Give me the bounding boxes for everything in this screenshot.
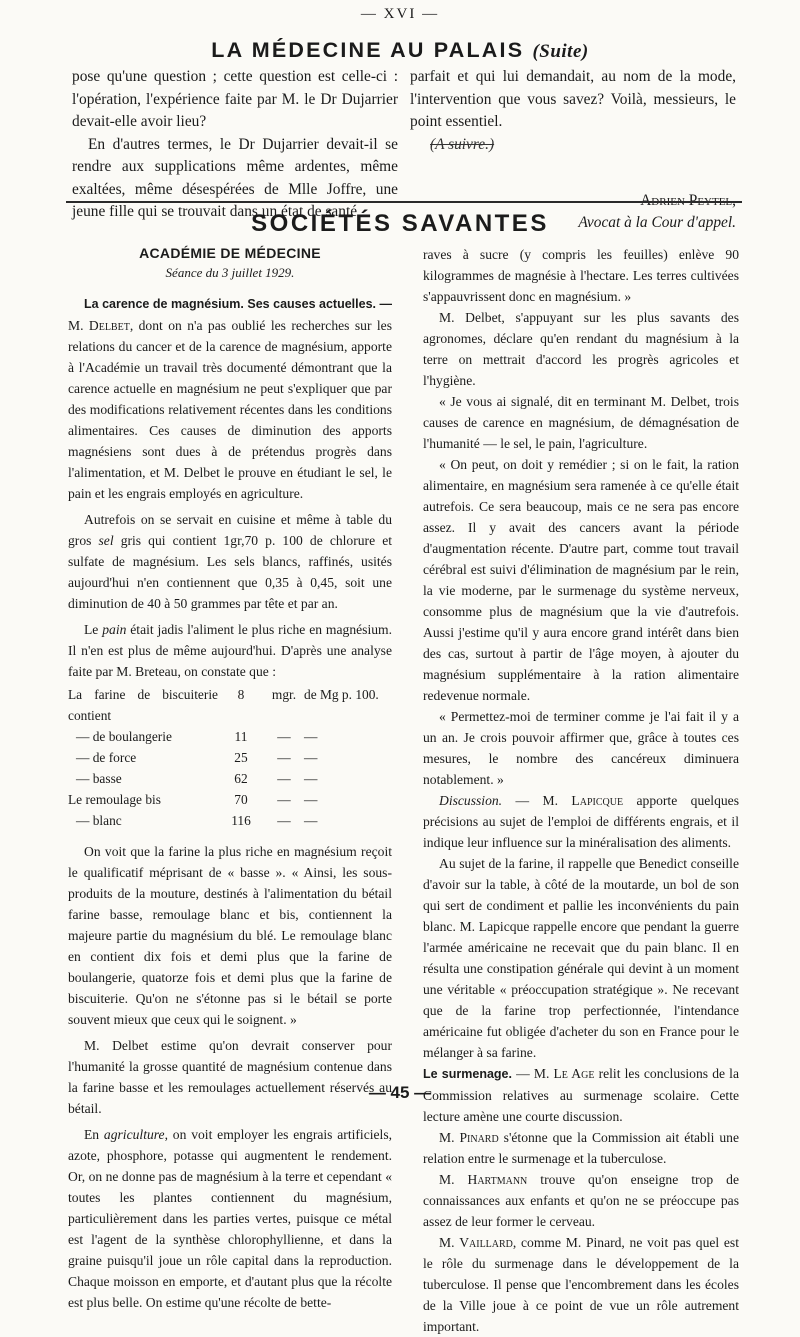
speaker-lapicque: Lapicque — [571, 793, 624, 808]
farine-value: 11 — [234, 729, 248, 744]
farine-table-row — [68, 747, 380, 768]
runin-carence: La carence de magnésium. Ses causes actuelles. — — [84, 297, 392, 311]
academie-heading: ACADÉMIE DE MÉDECINE — [139, 245, 321, 261]
paragraph-sel — [68, 509, 392, 614]
dash: — M. — [502, 793, 572, 808]
paragraph-pain-b: était jadis l'aliment le plus riche en magnésium. Il n'en est plus de même aujourd'hui. D'après une analyse faite par M. Breteau, on constate que : — [68, 622, 392, 679]
signature-role: Avocat à la Cour d'appel. — [578, 214, 736, 231]
paragraph-hartmann-text: trouve qu'on enseigne trop de connaissances aux enfants et qu'on ne se préoccupe pas assez de leur former le cerveau. — [423, 1172, 739, 1229]
paragraph-discussion-text: apporte quelques précisions au sujet de l'emploi de différents engrais, et il indique leur influence sur la minéralisation des aliments. — [423, 793, 739, 850]
farine-unit: — — [277, 771, 291, 786]
word-pain: pain — [102, 622, 127, 637]
farine-value: 70 — [234, 792, 248, 807]
farine-unit: — — [277, 729, 291, 744]
farine-name: — blanc — [76, 813, 122, 828]
farine-table-row — [68, 810, 380, 831]
paragraph-conserver: M. Delbet estime qu'on devrait conserver pour l'humanité la grosse quantité de magnésium contenue dans la farine basse et les remoulages actuellement réservés au bétail. — [68, 1038, 392, 1116]
paragraph-pain-a: Le — [84, 622, 103, 637]
farine-table-row — [68, 684, 380, 726]
paragraph-agriculture — [68, 1124, 392, 1313]
farine-unit: — — [277, 792, 291, 807]
speaker-hartmann: Hartmann — [467, 1172, 528, 1187]
speaker-pinard: Pinard — [459, 1130, 499, 1145]
paragraph-trois-causes: « Je vous ai signalé, dit en terminant M. Delbet, trois causes de carence en magnésium, de démagnésation de l'humanité — le sel, le pain, l'agriculture. — [423, 394, 739, 451]
discussion-label: Discussion. — [439, 793, 503, 808]
previous-article-right — [410, 66, 736, 234]
right-column — [423, 244, 739, 1337]
farine-value: 116 — [231, 813, 251, 828]
paragraph-sel-a: Autrefois on se servait en cuisine et même à table du gros — [68, 512, 392, 548]
roman-page-number: — XVI — — [360, 6, 440, 22]
farine-name: — de boulangerie — [76, 729, 172, 744]
paragraph-pain — [68, 619, 392, 682]
paragraph-pinard — [423, 1127, 739, 1169]
left-column — [68, 244, 392, 1313]
a-suivre: (A suivre.) — [430, 135, 495, 153]
farine-table-row — [68, 768, 380, 789]
section-title: SOCIÉTÉS SAVANTES — [251, 210, 549, 237]
farine-value: 8 — [237, 687, 245, 702]
seance-date: Séance du 3 juillet 1929. — [165, 265, 295, 280]
running-title — [0, 38, 800, 63]
paragraph-sel-b: gris qui contient 1gr,70 p. 100 de chlorure et sulfate de magnésium. Les sels blancs, raffinés, usités aujourd'hui n'en contiennent que 0,35 à 0,45, soit une diminution de 40 à 50 grammes par tête et par an. — [68, 533, 393, 611]
running-title-text: LA MÉDECINE AU PALAIS — [211, 38, 525, 62]
previous-article-left — [72, 66, 398, 224]
farine-table-row — [68, 789, 380, 810]
farine-table-row — [68, 726, 380, 747]
paragraph-discussion — [423, 790, 739, 853]
paragraph-carence — [68, 293, 392, 504]
paragraph-surmenage-text: relit les conclusions de la Commission relatives au surmenage scolaire. Cette lecture amène une courte discussion. — [423, 1066, 739, 1124]
prev-paragraph-3: parfait et qui lui demandait, au nom de la mode, l'intervention que vous savez? Voilà, messieurs, le point essentiel. — [410, 68, 736, 130]
farine-tail: — — [304, 729, 318, 744]
farine-tail: de Mg p. 100. — [304, 687, 379, 702]
paragraph-permettez: « Permettez-moi de terminer comme je l'ai fait il y a un an. Je crois pouvoir affirmer que, grâce à toutes ces mesures, le nombre des cancéreux diminuera notablement. » — [423, 709, 739, 787]
paragraph-betteraves: raves à sucre (y compris les feuilles) enlève 90 kilogrammes de magnésie à l'hectare. Les terres cultivées s'appauvrissent donc en magnésium. » — [423, 247, 739, 304]
paragraph-pinard-text: s'étonne que la Commission ait établi une relation entre le surmenage et la tuberculose. — [423, 1130, 739, 1166]
word-sel: sel — [98, 533, 114, 548]
paragraph-carence-text: , dont on n'a pas oublié les recherches sur les relations du cancer et de la carence de magnésium, apporte à l'Académie un travail très documenté démontrant que la carence actuelle en magnésium ne peut s'expliquer que par des modifications relativement récentes dans les conditions alimentaires. Ces causes de diminution des apports magnésiens sont dues à de prétendus progrès dans l'alimentation, et M. Delbet le prouve en étudiant le sel, le pain et les engrais employés en agriculture. — [68, 318, 392, 501]
paragraph-vaillard-text: , comme M. Pinard, ne voit pas quel est le rôle du surmenage dans le développement de la tuberculose. Il pense que l'encombrement dans les écoles de la Ville joue à ce point de vue un rôle autrement important. — [423, 1235, 739, 1334]
farine-name: — de force — [76, 750, 137, 765]
paragraph-basse: On voit que la farine la plus riche en magnésium reçoit le qualificatif méprisant de « basse ». « Ainsi, les sous-produits de la mouture, destinés à l'alimentation du bétail farine basse, remoulage blanc et bis, contiennent la majeure partie du magnésium du blé. Le remoulage blanc en contient dix fois et demi plus que la farine de boulangerie, quatorze fois et demi plus que la farine de biscuiterie. Qu'on ne s'étonne pas si le bétail se porte souvent mieux que ceux qui le soignent. » — [68, 844, 392, 1027]
farine-name: — basse — [76, 771, 122, 786]
farine-value: 25 — [234, 750, 248, 765]
dash: — M. — [511, 1066, 554, 1081]
prefix-m: M. — [439, 1130, 460, 1145]
farine-name: La farine de biscuiterie contient — [68, 687, 218, 723]
paragraph-farine-son: Au sujet de la farine, il rappelle que Benedict conseille d'avoir sur la table, à côté de la moutarde, un bol de son qui sert de condiment et pallie les inconvénients du pain blanc. M. Lapicque rappelle encore que pendant la guerre l'armée américaine ne recevait que du pain blanc. Il en résulta une constipation générale qui devint à un moment une véritable « préoccupation stratégique ». Ne recevant que de la farine trop perfectionnée, l'intendance américaine fut obligée d'acheter du son en France pour le mélanger à sa farine. — [423, 856, 739, 1060]
paragraph-agronomes: M. Delbet, s'appuyant sur les plus savants des agronomes, déclare qu'en rendant du magnésium à la terre on mettrait d'accord les progrès agricoles et l'hygiène. — [423, 310, 739, 388]
farine-unit: — — [277, 813, 291, 828]
prev-paragraph-1: pose qu'une question ; cette question est celle-ci : l'opération, l'expérience faite par M. le Dr Dujarrier devait-elle avoir lieu? — [72, 68, 398, 130]
speaker-le-age: Le Age — [553, 1066, 595, 1081]
farine-value: 62 — [234, 771, 248, 786]
farine-tail: — — [304, 750, 318, 765]
paragraph-remedier: « On peut, on doit y remédier ; si on le fait, la ration alimentaire, en magnésium sera ramenée à ce qu'elle était autrefois. Ce sera beaucoup, mais ce ne sera pas encore assez. Il y avait des cancers avant la période d'augmentation récente. D'autre part, comme tout travail cérébral est suivi d'élimination de magnésium par le rein, la vie moderne, par le surmenage du système nerveux, consomme plus de magnésium que la vie d'autrefois. Aussi j'estime qu'il y aura encore grand intérêt dans bien des cas, surtout à partir de l'âge moyen, à ajouter du magnésium supplémentaire à la ration alimentaire redevenue normale. — [423, 457, 739, 703]
farine-unit: — — [277, 750, 291, 765]
speaker-delbet: M. Delbet — [68, 318, 130, 333]
paragraph-agriculture-a: En — [84, 1127, 104, 1142]
word-agriculture: agriculture — [103, 1127, 165, 1142]
runin-surmenage: Le surmenage. — [423, 1067, 512, 1081]
farine-table — [68, 684, 380, 831]
prefix-m: M. — [439, 1235, 460, 1250]
prev-paragraph-2: En d'autres termes, le Dr Dujarrier devait-il se rendre aux supplications même ardentes, même exaltées, même désespérées de Mlle Joffre, une jeune fille qui se trouvait dans un état de santé — [72, 135, 398, 220]
running-title-suite: (Suite) — [532, 41, 589, 62]
paragraph-hartmann — [423, 1169, 739, 1232]
farine-unit: mgr. — [271, 687, 297, 702]
paragraph-vaillard — [423, 1232, 739, 1337]
paragraph-agriculture-b: , on voit employer les engrais artificiels, azote, phosphore, potasse qui augmentent le rendement. Or, on ne donne pas de magnésium à la terre et cependant « toutes les plantes contiennent du magnésium, particulièrement dans les parties vertes, puisque ce métal est l'agent de la synthèse chlorophyllienne, et dans la graine puisqu'il joue un rôle capital dans la reproduction. Chaque moisson en emporte, et d'autant plus que la récolte est plus belle. On estime qu'une récolte de bette- — [68, 1127, 393, 1310]
farine-tail: — — [304, 771, 318, 786]
farine-tail: — — [304, 792, 318, 807]
page-number: — 45 — — [368, 1083, 432, 1102]
farine-tail: — — [304, 813, 318, 828]
farine-name: Le remoulage bis — [68, 792, 161, 807]
prefix-m: M. — [439, 1172, 468, 1187]
section-divider — [66, 201, 742, 203]
speaker-vaillard: Vaillard — [459, 1235, 513, 1250]
